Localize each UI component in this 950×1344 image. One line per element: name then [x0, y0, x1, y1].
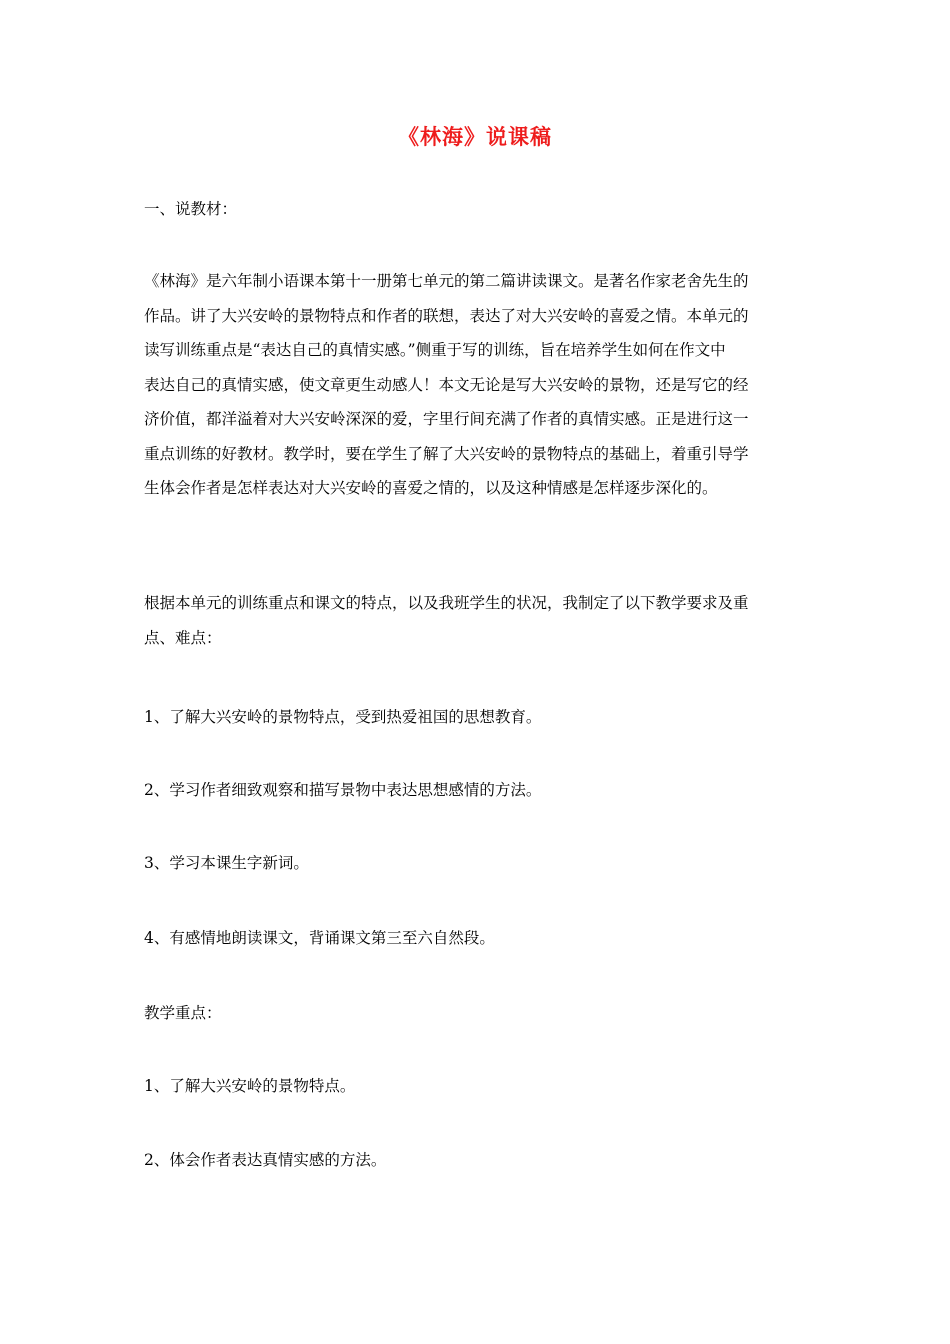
paragraph-line: 表达自己的真情实感，使文章更生动感人！本文无论是写大兴安岭的景物，还是写它的经	[144, 375, 749, 394]
requirement-item-4	[144, 921, 810, 956]
section-heading	[144, 192, 810, 227]
key-point-item-2	[144, 1143, 810, 1178]
requirement-text: 3、学习本课生字新词。	[144, 854, 309, 872]
requirement-text: 1、了解大兴安岭的景物特点，受到热爱祖国的思想教育。	[144, 708, 542, 726]
key-point-text: 1、了解大兴安岭的景物特点。	[144, 1077, 356, 1095]
requirement-item-2	[144, 773, 810, 808]
requirement-text: 4、有感情地朗读课文，背诵课文第三至六自然段。	[144, 929, 495, 947]
paragraph-line: 作品。讲了大兴安岭的景物特点和作者的联想，表达了对大兴安岭的喜爱之情。本单元的	[144, 306, 749, 325]
document-title: 《林海》说课稿	[398, 124, 552, 149]
paragraph-line: 《林海》是六年制小语课本第十一册第七单元的第二篇讲读课文。是著名作家老舍先生的	[144, 272, 749, 290]
requirement-item-3	[144, 846, 810, 881]
section-heading-text: 一、说教材：	[144, 200, 238, 218]
key-points-heading-text: 教学重点：	[144, 1004, 222, 1022]
key-point-text: 2、体会作者表达真情实感的方法。	[144, 1151, 387, 1169]
paragraph-line: 重点训练的好教材。教学时，要在学生了解了大兴安岭的景物特点的基础上，着重引导学	[144, 444, 749, 463]
key-points-heading	[144, 996, 810, 1031]
requirement-item-1	[144, 700, 810, 735]
paragraph-requirements-intro	[144, 586, 810, 655]
paragraph-line: 根据本单元的训练重点和课文的特点，以及我班学生的状况，我制定了以下教学要求及重	[144, 594, 749, 612]
paragraph-textbook	[144, 264, 810, 506]
paragraph-line: 生体会作者是怎样表达对大兴安岭的喜爱之情的，以及这种情感是怎样逐步深化的。	[144, 479, 718, 497]
requirement-text: 2、学习作者细致观察和描写景物中表达思想感情的方法。	[144, 781, 542, 799]
paragraph-line: 读写训练重点是“表达自己的真情实感。”侧重于写的训练，旨在培养学生如何在作文中	[144, 341, 726, 359]
paragraph-line: 点、难点：	[144, 628, 222, 647]
paragraph-line: 济价值，都洋溢着对大兴安岭深深的爱，字里行间充满了作者的真情实感。正是进行这一	[144, 410, 749, 428]
key-point-item-1	[144, 1069, 810, 1104]
